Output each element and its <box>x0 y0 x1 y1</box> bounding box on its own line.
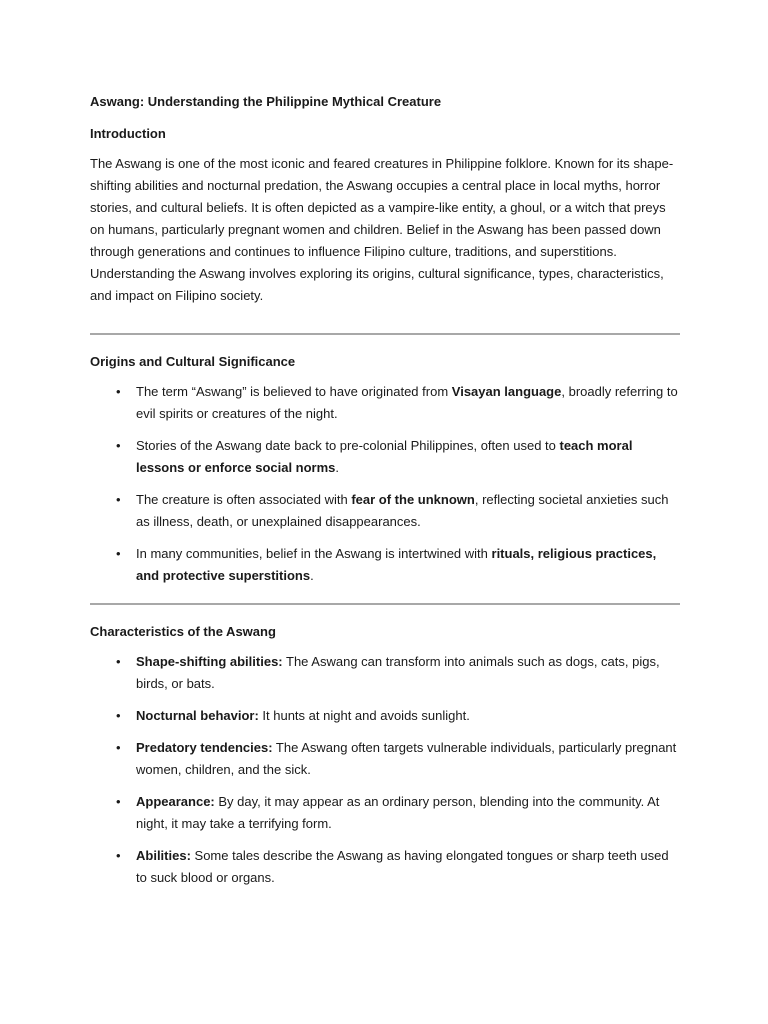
bullet-icon: • <box>116 794 121 809</box>
bullet-icon: • <box>116 492 121 507</box>
section-divider <box>90 333 680 335</box>
introduction-paragraph: The Aswang is one of the most iconic and feared creatures in Philippine folklore. Known for its shape-shifting abilities and nocturnal predation, the Aswang occupies a central place in local myths, horror stories, and cultural beliefs. It is often depicted as a vampire-like entity, a ghoul, or a witch that preys on humans, particularly pregnant women and children. Belief in the Aswang has been passed down through generations and continues to influence Filipino culture, traditions, and superstitions. Understanding the Aswang involves exploring its origins, cultural significance, types, characteristics, and impact on Filipino society. <box>90 156 674 303</box>
introduction-heading: Introduction <box>90 126 166 141</box>
bullet-icon: • <box>116 848 121 863</box>
bullet-icon: • <box>116 708 121 723</box>
list-item: • The term “Aswang” is believed to have originated from Visayan language, broadly referring to evil spirits or creatures of the night. <box>90 381 680 425</box>
list-item: • Predatory tendencies: The Aswang often targets vulnerable individuals, particularly pregnant women, children, and the sick. <box>90 737 680 781</box>
bullet-icon: • <box>116 654 121 669</box>
list-item: • In many communities, belief in the Aswang is intertwined with rituals, religious practices, and protective superstitions. <box>90 543 680 587</box>
bullet-icon: • <box>116 438 121 453</box>
characteristics-heading: Characteristics of the Aswang <box>90 624 276 639</box>
list-item: • Nocturnal behavior: It hunts at night and avoids sunlight. <box>90 705 680 727</box>
section-divider <box>90 603 680 605</box>
list-item: • Appearance: By day, it may appear as an ordinary person, blending into the community. At night, it may take a terrifying form. <box>90 791 680 835</box>
bullet-icon: • <box>116 546 121 561</box>
list-item: • The creature is often associated with fear of the unknown, reflecting societal anxieties such as illness, death, or unexplained disappearances. <box>90 489 680 533</box>
origins-list <box>90 381 680 587</box>
bullet-icon: • <box>116 740 121 755</box>
list-item: • Shape-shifting abilities: The Aswang can transform into animals such as dogs, cats, pigs, birds, or bats. <box>90 651 680 695</box>
list-item: • Stories of the Aswang date back to pre-colonial Philippines, often used to teach moral lessons or enforce social norms. <box>90 435 680 479</box>
list-item: • Abilities: Some tales describe the Aswang as having elongated tongues or sharp teeth used to suck blood or organs. <box>90 845 680 889</box>
origins-heading: Origins and Cultural Significance <box>90 354 296 369</box>
bullet-icon: • <box>116 384 121 399</box>
document-title: Aswang: Understanding the Philippine Mythical Creature <box>90 94 442 109</box>
document-page <box>90 93 680 899</box>
characteristics-list <box>90 651 680 889</box>
